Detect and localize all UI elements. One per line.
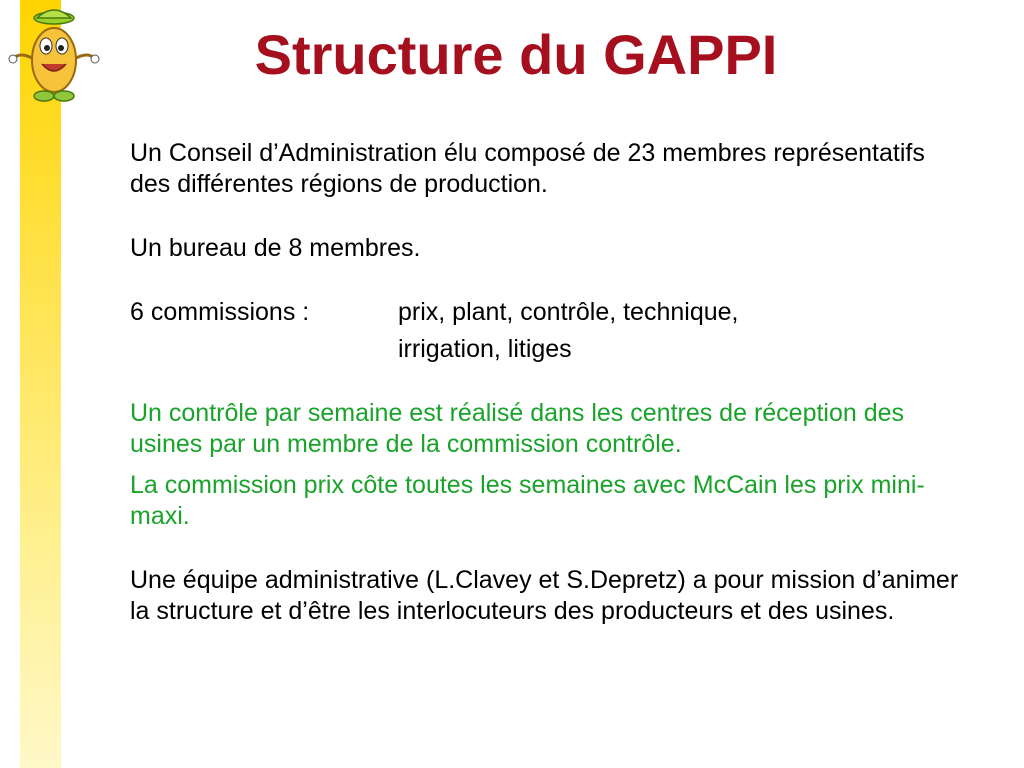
side-decor-band [20, 0, 61, 768]
commissions-line-2: irrigation, litiges [398, 335, 572, 363]
council-paragraph: Un Conseil d’Administration élu composé de 23 membres représentatifs des différentes régions de production. [130, 139, 925, 198]
bureau-paragraph: Un bureau de 8 membres. [130, 234, 421, 262]
price-paragraph: La commission prix côte toutes les semaines avec McCain les prix mini-maxi. [130, 471, 925, 530]
commissions-list [398, 297, 970, 365]
commissions-row [130, 297, 970, 365]
team-paragraph: Une équipe administrative (L.Clavey et S.Depretz) a pour mission d’animer la structure et d’être les interlocuteurs des producteurs et des usines. [130, 566, 959, 625]
slide-title: Structure du GAPPI [254, 23, 778, 86]
control-paragraph: Un contrôle par semaine est réalisé dans les centres de réception des usines par un membre de la commission contrôle. [130, 399, 905, 458]
slide-body [130, 138, 970, 627]
commissions-line-1: prix, plant, contrôle, technique, [398, 298, 739, 326]
commissions-label: 6 commissions : [130, 298, 310, 326]
